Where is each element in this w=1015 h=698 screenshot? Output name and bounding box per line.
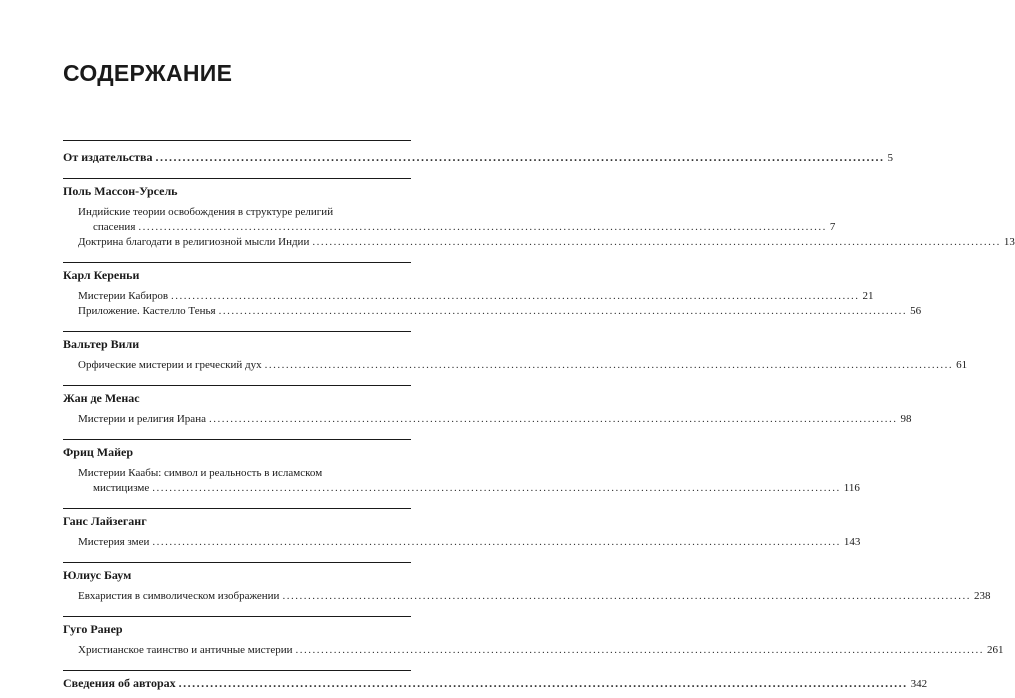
toc-page-number: 21	[862, 290, 874, 302]
divider	[63, 178, 411, 179]
toc-entry-label: Евхаристия в символическом изображении	[78, 590, 280, 602]
divider	[63, 562, 411, 563]
toc-entry-label: Орфические мистерии и греческий дух	[78, 359, 262, 371]
toc-page-number: 13	[1003, 236, 1015, 248]
table-of-contents	[63, 140, 1015, 698]
toc-page-number: 342	[910, 678, 928, 690]
toc-page-number: 238	[973, 590, 991, 602]
toc-entry[interactable]	[78, 412, 912, 427]
toc-entry[interactable]	[93, 481, 860, 496]
toc-author: Гуго Ранер	[63, 622, 123, 636]
toc-page-number: 61	[956, 359, 968, 371]
toc-leader: ..................................................................................................................................................................	[178, 676, 908, 690]
toc-leader: ..................................................................................................................................................................	[155, 150, 885, 164]
toc-leader: ..................................................................................................................................................................	[152, 482, 841, 494]
toc-leader: ..................................................................................................................................................................	[295, 644, 984, 656]
toc-entry[interactable]	[78, 358, 968, 373]
toc-entry[interactable]	[78, 304, 922, 319]
toc-entry[interactable]	[78, 535, 861, 550]
toc-author: Поль Массон-Урсель	[63, 184, 178, 198]
toc-entry-outro[interactable]	[63, 675, 928, 692]
toc-author: Фриц Майер	[63, 445, 134, 459]
toc-entry[interactable]	[78, 643, 1004, 658]
toc-entry[interactable]	[78, 235, 1015, 250]
toc-entry-label: мистицизме	[93, 482, 150, 494]
toc-leader: ..................................................................................................................................................................	[208, 413, 898, 425]
toc-author: Вальтер Вили	[63, 337, 140, 351]
toc-author: Юлиус Баум	[63, 568, 132, 582]
toc-leader: ..................................................................................................................................................................	[218, 305, 908, 317]
divider	[63, 616, 411, 617]
toc-entry-label: Приложение. Кастелло Тенья	[78, 305, 216, 317]
divider	[63, 508, 411, 509]
toc-entry-label: Мистерии Кабиров	[78, 290, 169, 302]
toc-entry-label: Мистерии и религия Ирана	[78, 413, 206, 425]
toc-page-number: 261	[987, 644, 1004, 656]
toc-page-number: 98	[900, 413, 912, 425]
toc-page-number: 5	[887, 152, 894, 164]
toc-entry-label-line: Мистерии Каабы: символ и реальность в исламском	[78, 467, 323, 479]
divider	[63, 385, 411, 386]
toc-entry-label: спасения	[93, 221, 136, 233]
toc-leader: ..................................................................................................................................................................	[152, 536, 841, 548]
divider	[63, 439, 411, 440]
toc-entry-label: Доктрина благодати в религиозной мысли Индии	[78, 236, 310, 248]
toc-leader: ..................................................................................................................................................................	[312, 236, 1001, 248]
page-title: СОДЕРЖАНИЕ	[63, 60, 233, 86]
toc-author: Жан де Менас	[63, 391, 140, 405]
toc-entry-label: От издательства	[63, 150, 153, 164]
divider	[63, 140, 411, 141]
divider	[63, 262, 411, 263]
toc-entry[interactable]	[78, 289, 874, 304]
toc-page-number: 7	[829, 221, 836, 233]
toc-entry-label-line: Индийские теории освобождения в структуре религий	[78, 206, 334, 218]
toc-author: Ганс Лайзеганг	[63, 514, 147, 528]
divider	[63, 670, 411, 671]
toc-leader: ..................................................................................................................................................................	[282, 590, 971, 602]
toc-leader: ..................................................................................................................................................................	[171, 290, 860, 302]
toc-author: Карл Кереньи	[63, 268, 140, 282]
divider	[63, 331, 411, 332]
toc-leader: ..................................................................................................................................................................	[264, 359, 954, 371]
toc-entry-label: Мистерия змеи	[78, 536, 150, 548]
toc-entry-label: Христианское таинство и античные мистерии	[78, 644, 293, 656]
toc-page-number: 143	[843, 536, 861, 548]
toc-leader: ..................................................................................................................................................................	[138, 221, 827, 233]
toc-entry[interactable]	[93, 220, 836, 235]
toc-page-number: 116	[843, 482, 860, 494]
toc-page-number: 56	[910, 305, 922, 317]
toc-entry[interactable]	[78, 589, 991, 604]
toc-entry-intro[interactable]	[63, 149, 894, 166]
toc-entry-label: Сведения об авторах	[63, 676, 176, 690]
